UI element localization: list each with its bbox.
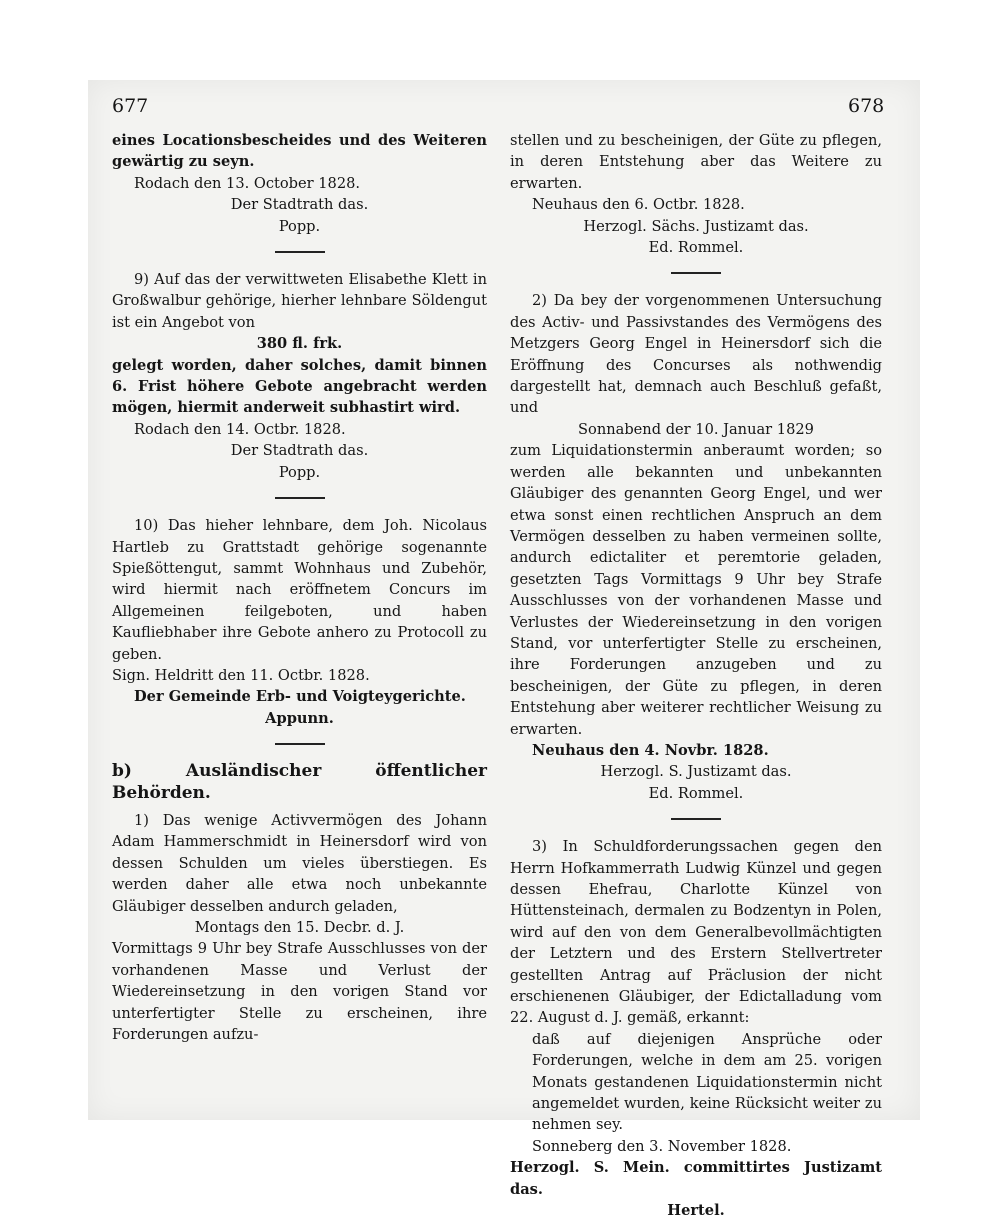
right-paragraph-continuation: stellen und zu bescheinigen, der Güte zu pflegen, in deren Entstehung aber das Weitere zu erwarten. — [510, 132, 882, 192]
notice-b3-ruling: daß auf diejenigen Ansprüche oder Forderungen, welche in dem am 25. vorigen Monats gestandenen Liquidationstermin nicht angemeldet wurden, keine Rücksicht weiter zu nehmen sey. — [532, 1030, 882, 1134]
notice-10: 10) Das hieher lehnbare, dem Joh. Nicolaus Hartleb zu Grattstadt gehörige sogenannte Spießöttengut, sammt Wohnhaus und Zubehör, wird hiermit nach eröffnetem Concurs im Allgemeinen feilgeboten, und haben Kaufliebhaber ihre Gebote anhero zu Protocoll zu geben. — [112, 517, 487, 663]
notice-b1: 1) Das wenige Activvermögen des Johann Adam Hammerschmidt in Heinersdorf wird von dessen Schulden um vieles überstiegen. Es werden daher alle etwa noch unbekannte Gläubiger desselben andurch geladen, — [112, 811, 487, 915]
notice-b3: 3) In Schuldforderungssachen gegen den Herrn Hofkammerrath Ludwig Künzel und gegen dessen Ehefrau, Charlotte Künzel von Hüttensteinach, dermalen zu Bodzentyn in Polen, wird auf den von dem Generalbevollmächtigten der Letztern und des Erstern Stellvertreter gestellten Antrag auf Präclusion der nicht erschienenen Gläubiger, der Edictalladung vom 22. August d. J. gemäß, erkannt: — [510, 838, 882, 1027]
place-date: Sign. Heldritt den 11. Octbr. 1828. — [112, 666, 370, 684]
left-paragraph-continuation: eines Locationsbescheides und des Weiteren gewärtig zu seyn. — [112, 132, 487, 171]
section-divider — [275, 497, 325, 499]
signature-name: Appunn. — [265, 709, 334, 727]
section-divider — [671, 818, 721, 820]
section-divider — [275, 743, 325, 745]
notice-9-continuation: gelegt worden, daher solches, damit binnen 6. Frist höhere Gebote angebracht werden mögen, hiermit anderweit subhastirt wird. — [112, 356, 487, 417]
section-divider — [275, 251, 325, 253]
notice-b1-date: Montags den 15. Decbr. d. J. — [194, 919, 405, 936]
notice-b2: 2) Da bey der vorgenommenen Untersuchung des Activ- und Passivstandes des Vermögens des Metzgers Georg Engel in Heinersdorf sich die Eröffnung des Concurses als nothwendig dargestellt hat, demnach auch Beschluß gefaßt, und — [510, 292, 882, 417]
place-date: Rodach den 14. Octbr. 1828. — [134, 420, 346, 438]
page-number-left: 677 — [112, 95, 149, 117]
signature-authority: Herzogl. Sächs. Justizamt das. — [583, 217, 809, 235]
signature-name: Popp. — [278, 217, 321, 235]
section-divider — [671, 272, 721, 274]
signature-authority: Der Stadtrath das. — [230, 442, 369, 460]
signature-authority: Der Stadtrath das. — [230, 196, 369, 214]
right-column — [510, 130, 882, 1222]
left-column — [112, 130, 487, 1045]
place-date: Neuhaus den 4. Novbr. 1828. — [532, 741, 769, 759]
place-date: Sonneberg den 3. November 1828. — [532, 1137, 792, 1155]
signature-authority: Der Gemeinde Erb- und Voigteygerichte. — [134, 688, 466, 706]
section-heading: b) Ausländischer öffentlicher Behörden. — [112, 761, 487, 803]
signature-name: Ed. Rommel. — [648, 239, 744, 257]
signature-name: Popp. — [278, 463, 321, 481]
notice-9: 9) Auf das der verwittweten Elisabethe Klett in Großwalbur gehörige, hierher lehnbare Söldengut ist ein Angebot von — [112, 271, 487, 331]
place-date: Neuhaus den 6. Octbr. 1828. — [532, 196, 745, 214]
signature-authority: Herzogl. S. Mein. committirtes Justizamt das. — [510, 1159, 882, 1198]
signature-name: Ed. Rommel. — [648, 784, 744, 802]
notice-b2-continuation: zum Liquidationstermin anberaumt worden; so werden alle bekannten und unbekannten Gläubiger des genannten Georg Engel, und wer etwa sonst einen rechtlichen Anspruch an dem Vermögen desselben zu haben vermeinen sollte, andurch edictaliter et peremtorie geladen, gesetzten Tags Vormittags 9 Uhr bey Strafe Ausschlusses von der vorhandenen Masse und Verlustes der Wiedereinsetzung in den vorigen Stand, vor unterfertigter Stelle zu erscheinen, ihre Forderungen anzugeben und zu bescheinigen, der Güte zu pflegen, in deren Entstehung aber weiterer rechtlicher Weisung zu erwarten. — [510, 442, 882, 738]
page-number-right: 678 — [848, 95, 885, 117]
signature-authority: Herzogl. S. Justizamt das. — [600, 763, 792, 781]
notice-9-amount: 380 fl. frk. — [256, 335, 343, 353]
notice-b2-date: Sonnabend der 10. Januar 1829 — [578, 420, 814, 438]
place-date: Rodach den 13. October 1828. — [134, 174, 361, 192]
notice-b1-continuation: Vormittags 9 Uhr bey Strafe Ausschlusses von der vorhandenen Masse und Verlust der Wiedereinsetzung in den vorigen Stand vor unterfertigter Stelle zu erscheinen, ihre Forderungen aufzu- — [112, 940, 487, 1044]
signature-name: Hertel. — [667, 1202, 725, 1220]
